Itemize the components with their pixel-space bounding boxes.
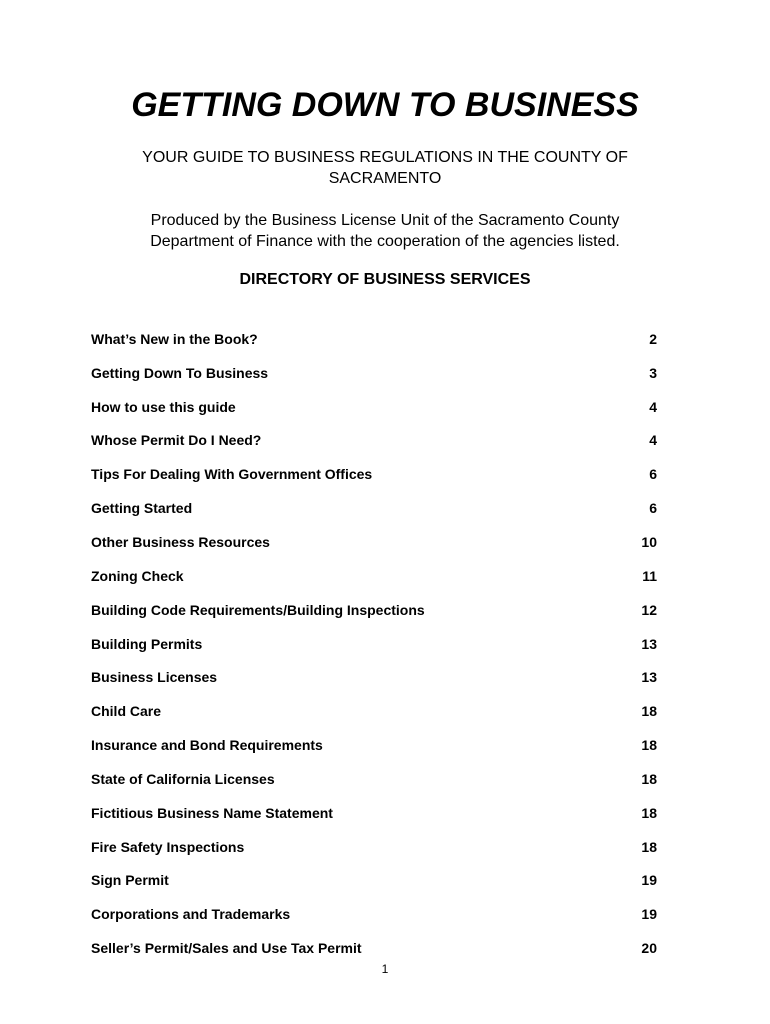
toc-entry-title: Sign Permit	[91, 872, 169, 889]
toc-row	[91, 322, 657, 356]
toc-row	[91, 660, 657, 694]
toc-entry-page: 6	[649, 466, 657, 483]
toc-entry-page: 18	[641, 703, 657, 720]
toc-row	[91, 897, 657, 931]
toc-row	[91, 424, 657, 458]
toc-row	[91, 762, 657, 796]
toc-row	[91, 864, 657, 898]
toc-entry-title: Other Business Resources	[91, 533, 270, 550]
table-of-contents	[91, 322, 657, 965]
toc-entry-page: 4	[649, 398, 657, 415]
toc-entry-page: 13	[641, 635, 657, 652]
toc-entry-title: Seller’s Permit/Sales and Use Tax Permit	[91, 940, 362, 957]
toc-entry-page: 6	[649, 500, 657, 517]
toc-entry-page: 19	[641, 872, 657, 889]
produced-by-text: Produced by the Business License Unit of the Sacramento County Department of Finance with the cooperation of the agencies listed.	[150, 212, 620, 250]
toc-row	[91, 491, 657, 525]
toc-entry-page: 20	[641, 940, 657, 957]
toc-entry-title: Zoning Check	[91, 567, 184, 584]
toc-row	[91, 694, 657, 728]
document-subtitle: YOUR GUIDE TO BUSINESS REGULATIONS IN THE COUNTY OF SACRAMENTO	[142, 149, 628, 187]
toc-entry-page: 19	[641, 906, 657, 923]
toc-row	[91, 728, 657, 762]
toc-entry-title: Fire Safety Inspections	[91, 838, 245, 855]
toc-entry-page: 18	[641, 737, 657, 754]
toc-entry-title: Whose Permit Do I Need?	[91, 432, 262, 449]
toc-entry-page: 12	[641, 601, 657, 618]
toc-row	[91, 457, 657, 491]
toc-entry-page: 18	[641, 804, 657, 821]
toc-row	[91, 525, 657, 559]
toc-entry-title: How to use this guide	[91, 398, 236, 415]
toc-entry-page: 3	[649, 364, 657, 381]
toc-row	[91, 390, 657, 424]
toc-entry-page: 4	[649, 432, 657, 449]
toc-entry-page: 11	[642, 567, 657, 584]
toc-entry-title: Getting Down To Business	[91, 364, 269, 381]
toc-entry-title: Corporations and Trademarks	[91, 906, 291, 923]
toc-entry-page: 13	[641, 669, 657, 686]
directory-heading: DIRECTORY OF BUSINESS SERVICES	[239, 271, 531, 288]
document-title: GETTING DOWN TO BUSINESS	[131, 86, 639, 124]
toc-entry-title: Building Permits	[91, 635, 203, 652]
toc-row	[91, 627, 657, 661]
toc-entry-page: 10	[641, 533, 657, 550]
page-number: 1	[381, 962, 389, 976]
toc-entry-page: 18	[641, 838, 657, 855]
toc-entry-title: Tips For Dealing With Government Offices	[91, 466, 373, 483]
toc-entry-page: 2	[649, 330, 657, 347]
toc-row	[91, 796, 657, 830]
toc-row	[91, 830, 657, 864]
toc-entry-title: Business Licenses	[91, 669, 218, 686]
toc-entry-title: Child Care	[91, 703, 162, 720]
toc-row	[91, 559, 657, 593]
toc-entry-title: Insurance and Bond Requirements	[91, 737, 323, 754]
toc-entry-page: 18	[641, 770, 657, 787]
toc-entry-title: Getting Started	[91, 500, 193, 517]
toc-row	[91, 593, 657, 627]
toc-entry-title: What’s New in the Book?	[91, 330, 258, 347]
toc-entry-title: State of California Licenses	[91, 770, 275, 787]
toc-entry-title: Fictitious Business Name Statement	[91, 804, 333, 821]
toc-entry-title: Building Code Requirements/Building Inspections	[91, 601, 425, 618]
toc-row	[91, 931, 657, 965]
toc-row	[91, 356, 657, 390]
